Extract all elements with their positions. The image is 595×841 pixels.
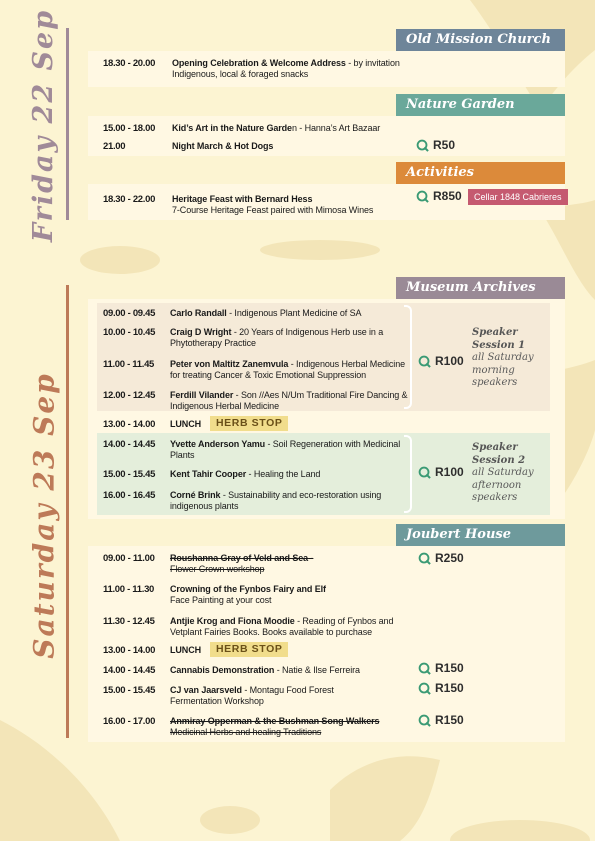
event-title-suffix: - Montagu Food Forest [241,685,334,695]
event-text [172,194,412,215]
q-ticket-icon [418,466,431,479]
event-title: Antjie Krog and Fiona Moodie [170,616,295,626]
event-title: Heritage Feast with Bernard Hess [172,194,313,204]
ticket-price [418,551,464,565]
event-title: Night March & Hot Dogs [172,141,274,151]
lunch-label: LUNCH [170,419,201,429]
talk-desc: - Indigenous Plant Medicine of SA [226,308,362,318]
talk-desc: - 20 Years of Indigenous Herb use in a Phytotherapy Practice [170,327,384,348]
event-title: Anmiray Opperman & the Bushman Song Walkers [170,716,380,726]
venue-museum-archives: Museum Archives [396,277,565,299]
price-value: R50 [433,138,456,152]
venue-activities: Activities [396,162,565,184]
event-text [170,584,410,605]
saturday-day-label: Saturday 23 Sep [27,371,61,659]
event-time: 11.00 - 11.45 [103,359,155,370]
event-text [170,490,410,511]
session-title: Speaker Session 2 [472,442,526,466]
event-time: 12.00 - 12.45 [103,390,156,401]
event-desc: Flower Crown workshop [170,563,265,574]
price-value: R100 [435,465,464,479]
event-title-suffix: - [308,553,314,563]
event-title: Kid’s Art in the Nature Garde [172,123,292,133]
herb-stop-badge: HERB STOP [210,416,288,431]
event-text [170,308,410,319]
event-time: 14.00 - 14.45 [103,439,156,450]
event-title-suffix: - by invitation [345,58,400,68]
venue-tag: Cellar 1848 Cabrieres [468,189,568,205]
event-text [170,665,410,676]
event-text [172,123,562,134]
event-title: Cannabis Demonstration [170,665,275,675]
event-title-suffix: - Natie & Ilse Ferreira [274,665,360,675]
venue-old-mission-church: Old Mission Church [396,29,565,51]
event-title: Crowning of the Fynbos Fairy and Elf [170,584,326,594]
q-ticket-icon [416,190,429,203]
event-desc: 7-Course Heritage Feast paired with Mimosa Wines [172,204,374,215]
joubert-panel [88,546,565,742]
event-desc: Face Painting at your cost [170,594,272,605]
speaker-name: Ferdill Vilander [170,390,234,400]
herb-stop-badge: HERB STOP [210,642,288,657]
venue-nature-garden: Nature Garden [396,94,565,116]
event-title-suffix: n - Hanna’s Art Bazaar [291,123,381,133]
event-text [170,359,410,380]
talk-desc: - Healing the Land [246,469,321,479]
event-text [170,439,410,460]
q-ticket-icon [418,355,431,368]
q-ticket-icon [418,552,431,565]
ticket-price [418,661,464,675]
friday-divider [66,28,69,220]
event-text [170,616,408,637]
event-time: 21.00 [103,141,126,152]
event-title: Opening Celebration & Welcome Address [172,58,346,68]
ticket-price [416,138,455,152]
price-value: R150 [435,661,464,675]
lunch-label: LUNCH [170,645,201,655]
saturday-divider [66,285,69,738]
price-value: R150 [435,713,464,727]
q-ticket-icon [418,662,431,675]
speaker-name: Peter von Maltitz Zanemvula [170,359,289,369]
talk-desc: - Sustainability and eco-restoration using indigenous plants [170,490,382,511]
session-desc: all Saturday morning speakers [472,352,534,388]
ticket-price [416,189,462,203]
event-text [170,716,415,737]
ticket-price [418,713,464,727]
event-time: 16.00 - 17.00 [103,716,156,727]
venue-joubert-house: Joubert House [396,524,565,546]
event-time: 18.30 - 20.00 [103,58,156,69]
talk-desc: - Soil Regeneration with Medicinal Plants [170,439,401,460]
q-ticket-icon [416,139,429,152]
session-desc: all Saturday afternoon speakers [472,467,534,503]
event-time: 10.00 - 10.45 [103,327,156,338]
session-2-label [472,442,548,505]
event-desc: Indigenous, local & foraged snacks [172,68,309,79]
event-title: Roushanna Gray of Veld and Sea [170,553,309,563]
price-value: R850 [433,189,462,203]
event-time: 09.00 - 09.45 [103,308,156,319]
talk-desc: - Indigenous Herbal Medicine for treating Cancer & Toxic Emotional Suppression [170,359,406,380]
speaker-name: Yvette Anderson Yamu [170,439,266,449]
talk-desc: - Son //Aes N/Um Traditional Fire Dancing & Indigenous Herbal Medicine [170,390,408,411]
event-time: 11.30 - 12.45 [103,616,155,627]
event-time: 14.00 - 14.45 [103,665,156,676]
event-title: CJ van Jaarsveld [170,685,242,695]
event-text [170,685,410,706]
event-text [170,327,410,348]
event-time: 09.00 - 11.00 [103,553,155,564]
lunch-time: 13.00 - 14.00 [103,645,156,656]
speaker-name: Craig D Wright [170,327,232,337]
event-desc: Fermentation Workshop [170,695,264,706]
q-ticket-icon [418,714,431,727]
session-1-brace [404,305,412,409]
event-time: 15.00 - 15.45 [103,469,156,480]
event-text [170,469,410,480]
session-2-brace [404,435,412,513]
session-title: Speaker Session 1 [472,327,526,351]
price-value: R150 [435,681,464,695]
event-time: 11.00 - 11.30 [103,584,155,595]
event-text [172,141,273,152]
event-text [172,58,562,79]
ticket-price [418,354,464,368]
speaker-name: Carlo Randall [170,308,227,318]
friday-block-panel [88,116,565,156]
price-value: R100 [435,354,464,368]
lunch-time: 13.00 - 14.00 [103,419,156,430]
ticket-price [418,465,464,479]
event-time: 15.00 - 18.00 [103,123,156,134]
q-ticket-icon [418,682,431,695]
event-time: 15.00 - 15.45 [103,685,156,696]
event-text [170,553,410,574]
session-1-label [472,327,548,390]
price-value: R250 [435,551,464,565]
friday-day-label: Friday 22 Sep [28,8,60,242]
speaker-name: Kent Tahir Cooper [170,469,247,479]
ticket-price [418,681,464,695]
speaker-name: Corné Brink [170,490,221,500]
event-time: 16.00 - 16.45 [103,490,156,501]
event-title-suffix: - Reading of Fynbos and Vetplant Fairies Books. Books available to purchase [170,616,394,637]
event-time: 18.30 - 22.00 [103,194,156,205]
event-text [170,390,410,411]
event-desc: Medicinal Herbs and healing Traditions [170,726,322,737]
